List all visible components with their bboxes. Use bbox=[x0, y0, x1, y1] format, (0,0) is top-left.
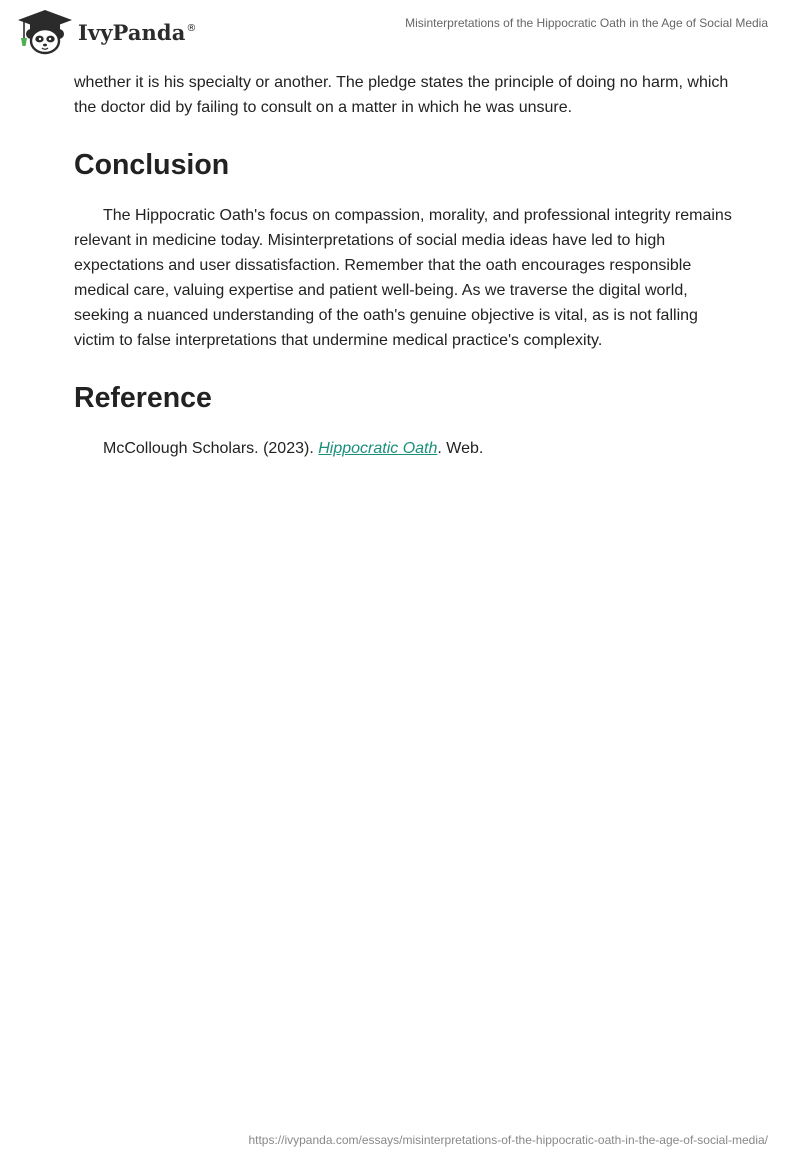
reference-suffix: . Web. bbox=[437, 440, 484, 457]
panda-graduate-icon bbox=[14, 8, 76, 56]
footer-url: https://ivypanda.com/essays/misinterpretations-of-the-hippocratic-oath-in-the-age-of-social-media/ bbox=[248, 1133, 768, 1147]
ivypanda-logo[interactable] bbox=[14, 8, 196, 56]
intro-paragraph: whether it is his specialty or another. The pledge states the principle of doing no harm, which the doctor did by failing to consult on a matter in which he was unsure. bbox=[74, 74, 729, 116]
reference-author: McCollough Scholars. (2023). bbox=[103, 440, 319, 457]
essay-body bbox=[74, 70, 734, 461]
reference-entry bbox=[74, 436, 734, 461]
logo-text: IvyPanda bbox=[78, 19, 186, 45]
document-title: Misinterpretations of the Hippocratic Oath in the Age of Social Media bbox=[405, 16, 768, 30]
conclusion-paragraph: The Hippocratic Oath's focus on compassion, morality, and professional integrity remains relevant in medicine today. Misinterpretations of social media ideas have led to high expectations and user dissatisfaction. Remember that the oath encourages responsible medical care, valuing expertise and patient well-being. As we traverse the digital world, seeking a nuanced understanding of the oath's genuine objective is vital, as is not falling victim to false interpretations that undermine medical practice's complexity. bbox=[74, 207, 732, 349]
page-header bbox=[0, 0, 800, 64]
conclusion-heading: Conclusion bbox=[74, 149, 230, 181]
reference-heading: Reference bbox=[74, 382, 212, 414]
registered-mark: ® bbox=[186, 22, 197, 34]
reference-link[interactable]: Hippocratic Oath bbox=[318, 440, 438, 457]
